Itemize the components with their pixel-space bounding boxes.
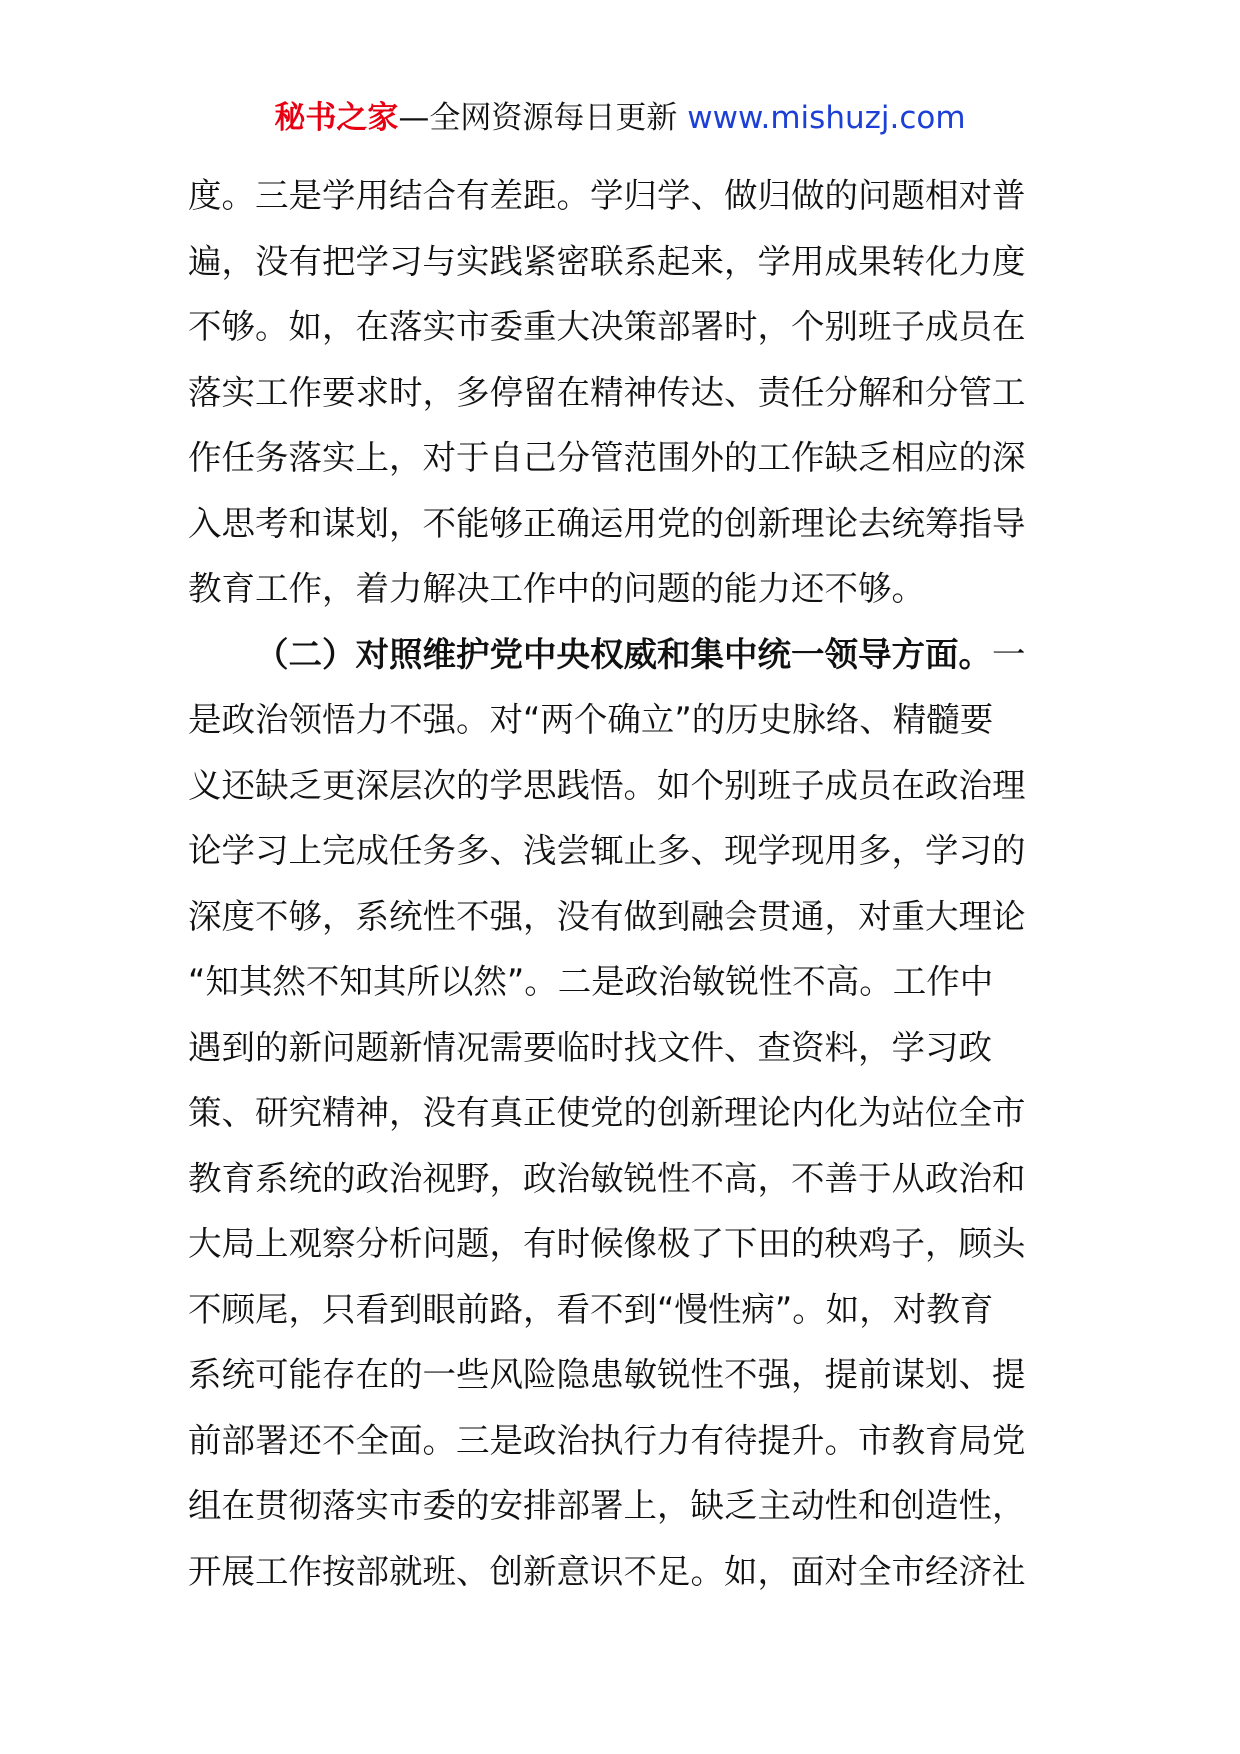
body-line: 教育工作，着力解决工作中的问题的能力还不够。 [188, 569, 925, 608]
body-line: “知其然不知其所以然”。二是政治敏锐性不高。工作中 [188, 962, 994, 1001]
body-line: 遍，没有把学习与实践紧密联系起来，学用成果转化力度 [188, 241, 1026, 281]
body-line: 教育系统的政治视野，政治敏锐性不高，不善于从政治和 [188, 1158, 1026, 1198]
body-line: 开展工作按部就班、创新意识不足。如，面对全市经济社 [188, 1551, 1026, 1591]
body-line: 是政治领悟力不强。对“两个确立”的历史脉络、精髓要 [188, 700, 994, 739]
section-heading: （二）对照维护党中央权威和集中统一领导方面。 [255, 634, 992, 674]
body-line: 论学习上完成任务多、浅尝辄止多、现学现用多，学习的 [188, 831, 1026, 870]
watermark-header [0, 98, 1240, 138]
body-line: 前部署还不全面。三是政治执行力有待提升。市教育局党 [188, 1420, 1026, 1460]
body-line: 落实工作要求时，多停留在精神传达、责任分解和分管工 [188, 372, 1026, 412]
body-line: 遇到的新问题新情况需要临时找文件、查资料，学习政 [188, 1027, 992, 1067]
document-body [188, 163, 1058, 1604]
body-line: 义还缺乏更深层次的学思践悟。如个别班子成员在政治理 [188, 765, 1026, 805]
header-url: www.mishuzj.com [687, 100, 966, 136]
body-line: 大局上观察分析问题，有时候像极了下田的秧鸡子，顾头 [188, 1224, 1026, 1263]
body-line: 系统可能存在的一些风险隐患敏锐性不强，提前谋划、提 [188, 1355, 1026, 1394]
body-line: 不够。如，在落实市委重大决策部署时，个别班子成员在 [188, 307, 1026, 346]
body-line: 策、研究精神，没有真正使党的创新理论内化为站位全市 [188, 1093, 1026, 1132]
section-heading-tail: 一 [992, 634, 1026, 674]
body-line: 入思考和谋划，不能够正确运用党的创新理论去统筹指导 [188, 503, 1026, 543]
body-line: 组在贯彻落实市委的安排部署上，缺乏主动性和创造性， [188, 1486, 1026, 1525]
body-line: 不顾尾，只看到眼前路，看不到“慢性病”。如，对教育 [188, 1289, 994, 1329]
body-line: 度。三是学用结合有差距。学归学、做归做的问题相对普 [188, 176, 1026, 215]
header-brand: 秘书之家 [274, 100, 399, 136]
section-heading-line [188, 622, 1058, 688]
body-line: 作任务落实上，对于自己分管范围外的工作缺乏相应的深 [188, 438, 1026, 477]
header-tagline: —全网资源每日更新 [398, 100, 678, 136]
body-line: 深度不够，系统性不强，没有做到融会贯通，对重大理论 [188, 896, 1026, 936]
